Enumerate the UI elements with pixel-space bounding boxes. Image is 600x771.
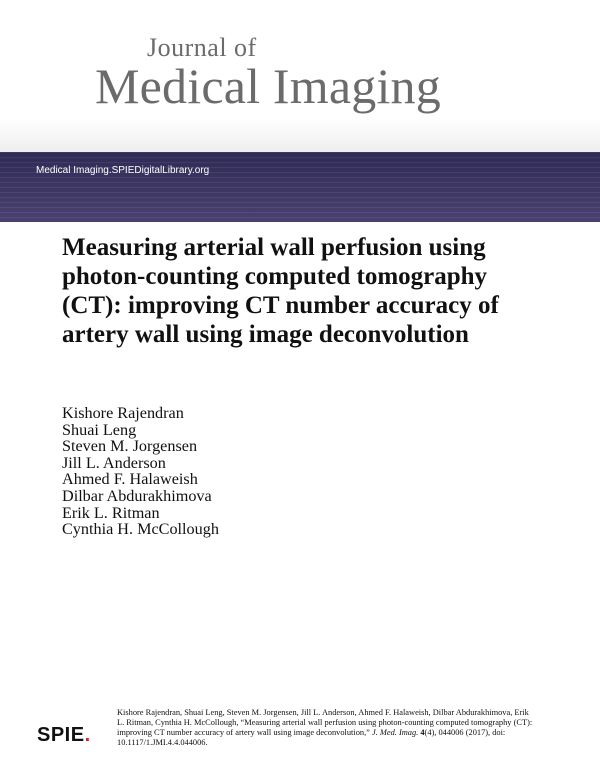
citation-details: (4), 044006 (2017), doi: 10.1117/1.JMI.4.4.044006. [117,728,506,747]
journal-url[interactable]: Medical Imaging.SPIEDigitalLibrary.org [36,165,210,176]
author-name: Erik L. Ritman [62,503,160,522]
author-name: Kishore Rajendran [62,404,184,422]
journal-banner [0,152,600,222]
citation [117,708,537,748]
citation-volume: 4 [420,728,425,737]
author-list [62,405,219,538]
spie-logo-dot: . [84,724,91,746]
journal-name-line1: Journal of [147,33,257,62]
journal-name-line2: Medical Imaging [95,58,441,114]
spie-logo-text: SPIE [37,724,85,746]
author-name: Shuai Leng [62,420,137,439]
article-title: Measuring arterial wall perfusion using photon-counting computed tomography (CT): improving CT number accuracy of artery wall using image deconvolution [62,234,499,348]
spie-logo [37,724,91,747]
author-name: Steven M. Jorgensen [62,437,198,456]
author-name: Jill L. Anderson [62,453,166,472]
citation-text: Kishore Rajendran, Shuai Leng, Steven M. Jorgensen, Jill L. Anderson, Ahmed F. Halaweish, Dilbar Abdurakhimova, Erik L. Ritman, Cynthia H. McCollough, “Measuring arterial wall perfusion using photon-counting computed tomography (CT): improving CT number accuracy of artery wall using image deconvolution,” [117,708,533,737]
citation-journal: J. Med. Imag. [371,728,419,737]
author-name: Ahmed F. Halaweish [62,470,198,489]
journal-masthead [0,0,600,152]
author-name: Cynthia H. McCollough [62,520,219,539]
masthead-gradient [0,118,600,152]
author-name: Dilbar Abdurakhimova [62,486,212,505]
